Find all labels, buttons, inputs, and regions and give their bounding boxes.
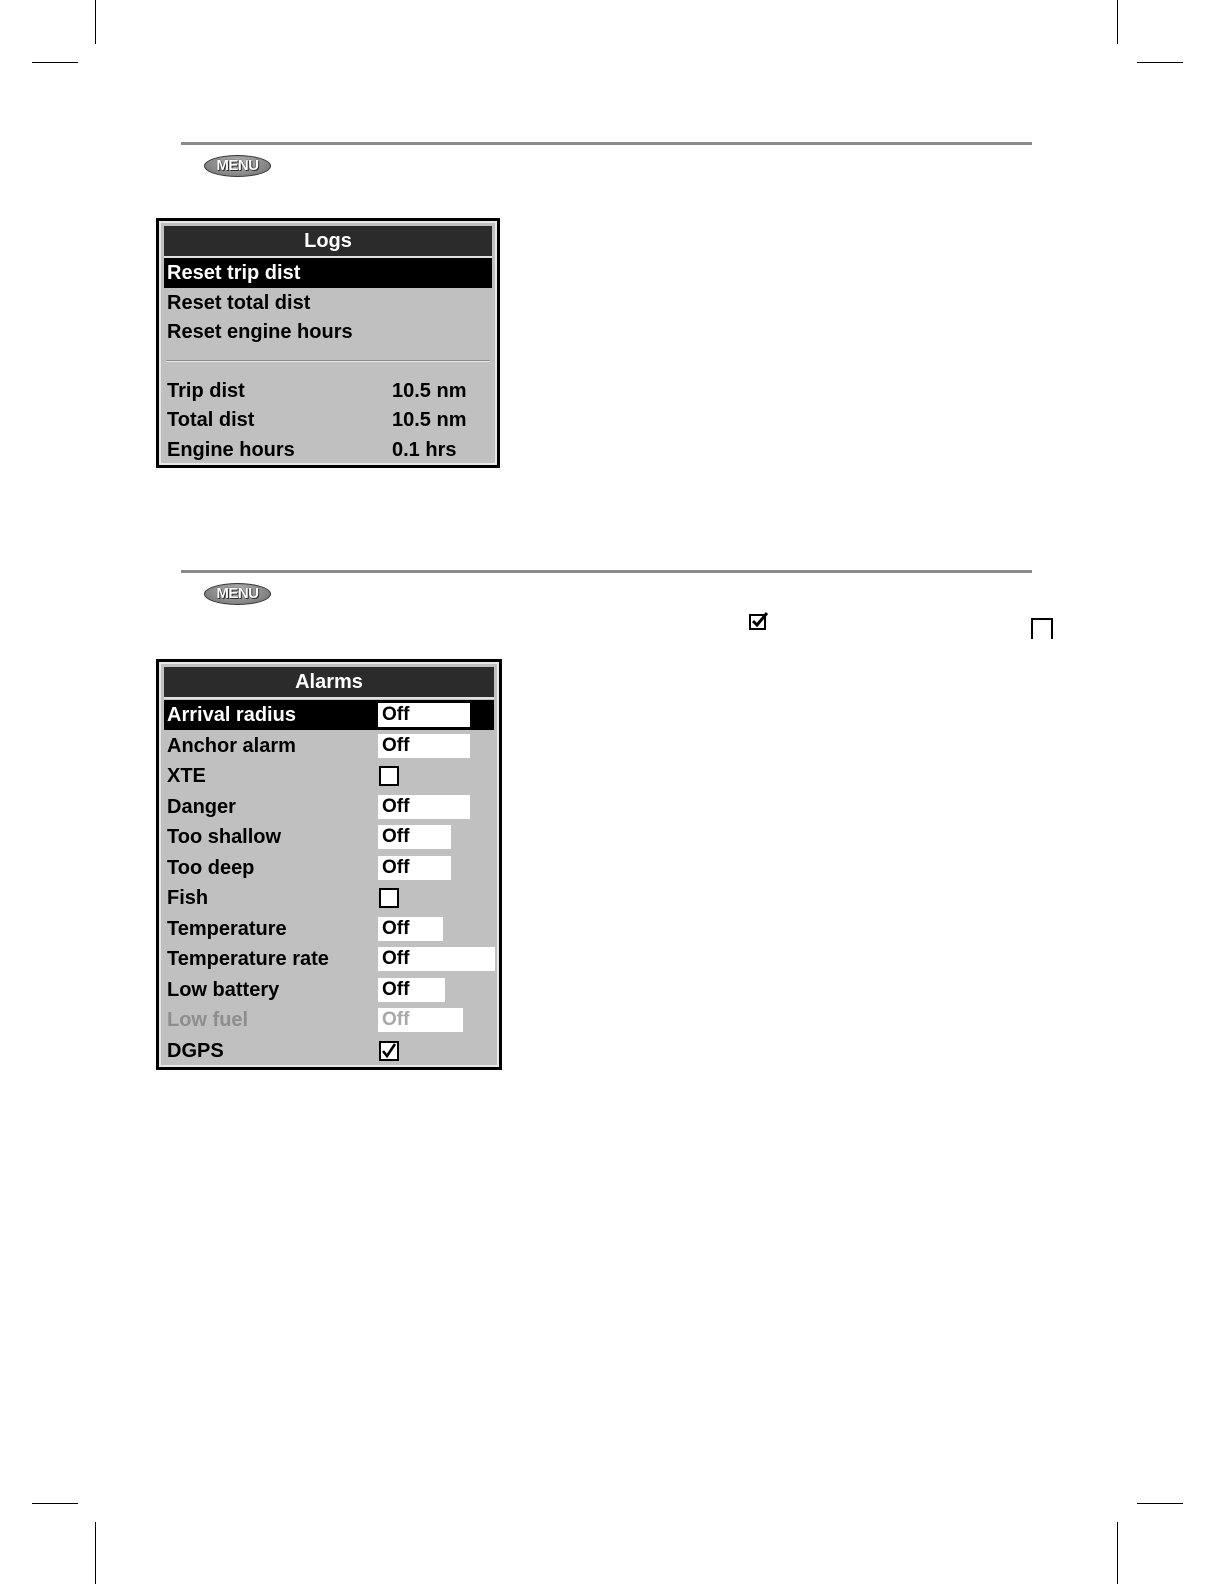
- empty-box-icon: [1031, 618, 1053, 640]
- readout-engine-hours: [164, 435, 492, 465]
- crop-mark: [1117, 0, 1118, 44]
- readout-label: Trip dist: [167, 380, 245, 402]
- alarm-value-field: Off: [378, 1008, 463, 1032]
- readout-trip-dist: [164, 376, 492, 406]
- xte-checkbox[interactable]: [379, 766, 399, 786]
- readout-label: Total dist: [167, 409, 255, 431]
- alarm-label: Anchor alarm: [167, 735, 296, 757]
- alarm-label: Temperature: [167, 918, 287, 940]
- alarm-label: DGPS: [167, 1040, 224, 1062]
- menu-button-icon: MENU: [204, 155, 271, 177]
- section-rule: [181, 142, 1032, 145]
- alarm-value-field[interactable]: Off: [378, 703, 470, 727]
- readout-total-dist: [164, 405, 492, 435]
- alarm-row-temperature[interactable]: [164, 914, 494, 944]
- alarm-label: Low battery: [167, 979, 280, 1001]
- alarm-value-field[interactable]: Off: [378, 825, 451, 849]
- crop-mark: [1117, 1522, 1118, 1584]
- crop-mark: [1137, 62, 1183, 63]
- alarm-value-field[interactable]: Off: [378, 734, 470, 758]
- alarm-row-anchor-alarm[interactable]: [164, 731, 494, 761]
- alarm-value-field[interactable]: Off: [378, 795, 470, 819]
- alarm-row-low-fuel: [164, 1005, 494, 1035]
- crop-mark: [95, 0, 96, 44]
- crop-mark: [1137, 1503, 1183, 1504]
- alarm-label: Temperature rate: [167, 948, 329, 970]
- alarm-label: Too deep: [167, 857, 255, 879]
- check-mark-icon: [381, 1043, 397, 1059]
- menu-item-label: Reset trip dist: [167, 262, 301, 284]
- alarm-label: Too shallow: [167, 826, 282, 848]
- alarm-value-field[interactable]: Off: [378, 856, 451, 880]
- alarm-label: Arrival radius: [167, 704, 296, 726]
- logs-panel: [156, 218, 500, 468]
- menu-item-label: Reset engine hours: [167, 321, 353, 343]
- alarm-row-fish[interactable]: [164, 883, 494, 913]
- menu-button-icon: MENU: [204, 583, 271, 605]
- menu-item-reset-total-dist[interactable]: [164, 288, 492, 318]
- readout-value: 10.5 nm: [392, 409, 467, 431]
- divider: [166, 360, 490, 362]
- crop-mark: [32, 1503, 78, 1504]
- alarm-row-low-battery[interactable]: [164, 975, 494, 1005]
- alarm-label: XTE: [167, 765, 206, 787]
- readout-label: Engine hours: [167, 439, 295, 461]
- menu-item-reset-trip-dist[interactable]: [164, 258, 492, 288]
- alarm-row-too-deep[interactable]: [164, 853, 494, 883]
- alarm-label: Low fuel: [167, 1009, 249, 1031]
- alarm-row-temperature-rate[interactable]: [164, 944, 494, 974]
- readout-value: 0.1 hrs: [392, 439, 457, 461]
- alarm-value-field[interactable]: Off: [378, 978, 445, 1002]
- readout-value: 10.5 nm: [392, 380, 467, 402]
- menu-item-reset-engine-hours[interactable]: [164, 317, 492, 347]
- fish-checkbox[interactable]: [379, 888, 399, 908]
- crop-mark: [32, 62, 78, 63]
- alarm-row-danger[interactable]: [164, 792, 494, 822]
- menu-item-label: Reset total dist: [167, 292, 311, 314]
- alarm-value-field[interactable]: Off: [378, 947, 495, 971]
- alarm-value-field[interactable]: Off: [378, 917, 443, 941]
- alarm-row-xte[interactable]: [164, 761, 494, 791]
- alarms-title: Alarms: [164, 667, 494, 699]
- crop-mark: [95, 1522, 96, 1584]
- dgps-checkbox[interactable]: [379, 1041, 399, 1061]
- alarm-row-too-shallow[interactable]: [164, 822, 494, 852]
- alarm-row-arrival-radius[interactable]: [164, 700, 494, 730]
- alarms-panel: [156, 659, 502, 1070]
- logs-title: Logs: [164, 226, 492, 258]
- alarm-label: Fish: [167, 887, 209, 909]
- section-rule: [181, 570, 1032, 573]
- alarm-label: Danger: [167, 796, 236, 818]
- alarm-row-dgps[interactable]: [164, 1036, 494, 1066]
- checked-box-icon: [749, 611, 769, 631]
